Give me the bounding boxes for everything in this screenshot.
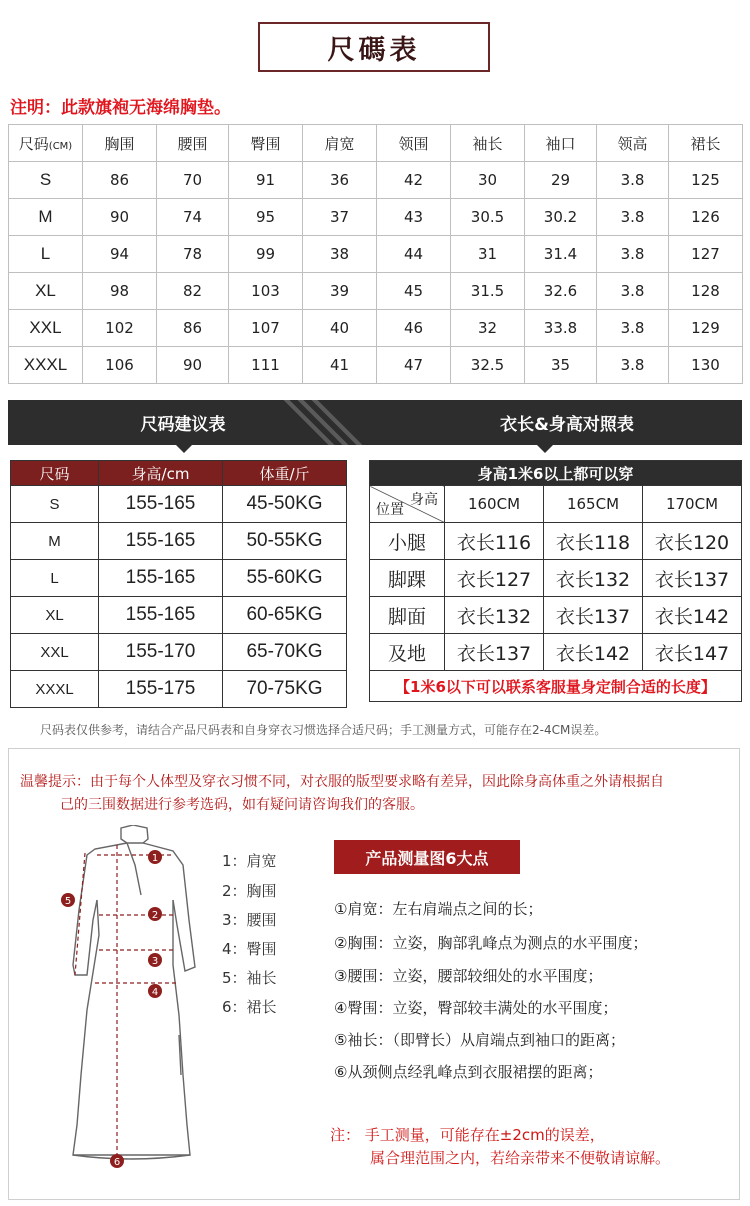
measurement-point: ①肩宽：左右肩端点之间的长； [334, 900, 543, 918]
table-cell: 3.8 [597, 310, 669, 347]
table-cell: 31 [451, 236, 525, 273]
measurement-point: ⑤袖长：（即臂长）从肩端点到袖口的距离； [334, 1031, 625, 1049]
table-cell: 3.8 [597, 273, 669, 310]
tip-text-continued: 己的三围数据进行参考选码，如有疑问请咨询我们的客服。 [60, 797, 424, 813]
table-cell: 128 [669, 273, 743, 310]
position-cell: 及地 [370, 634, 445, 671]
page-title: 尺碼表 [327, 34, 421, 66]
length-height-table [369, 460, 742, 702]
table-cell: 90 [157, 347, 229, 384]
table-cell: 43 [377, 199, 451, 236]
table-cell: 86 [157, 310, 229, 347]
height-cell: 155-170 [99, 634, 223, 671]
size-cell: XXXL [9, 347, 83, 384]
weight-cell: 65-70KG [223, 634, 347, 671]
header-cell: 臀围 [229, 125, 303, 162]
header-cell: 165CM [544, 486, 643, 523]
legend-item: 1：肩宽 [222, 852, 277, 870]
size-cell: XL [9, 273, 83, 310]
recommend-header [11, 461, 347, 486]
table-row [9, 236, 743, 273]
position-cell: 脚踝 [370, 560, 445, 597]
table-cell: 44 [377, 236, 451, 273]
table-cell: 82 [157, 273, 229, 310]
table-cell: 78 [157, 236, 229, 273]
header-cell: 160CM [445, 486, 544, 523]
header-cell: 胸围 [83, 125, 157, 162]
measurement-point: ②胸围：立姿，胸部乳峰点为测点的水平围度； [334, 934, 648, 952]
table-cell: 30.2 [525, 199, 597, 236]
size-cell: L [9, 236, 83, 273]
weight-cell: 45-50KG [223, 486, 347, 523]
disclaimer-text: 尺码表仅供参考，请结合产品尺码表和自身穿衣习惯选择合适尺码；手工测量方式，可能存在2-4CM误差。 [40, 723, 607, 737]
table-cell: 32 [451, 310, 525, 347]
position-cell: 小腿 [370, 523, 445, 560]
size-cell: L [11, 560, 99, 597]
svg-text:6: 6 [113, 1157, 121, 1168]
length-title: 衣长&身高对照表 [500, 415, 634, 435]
table-cell: 70 [157, 162, 229, 199]
table-cell: 47 [377, 347, 451, 384]
measurement-point: ④臀围：立姿，臀部较丰满处的水平围度； [334, 999, 618, 1017]
table-cell: 衣长137 [643, 560, 742, 597]
table-row [9, 162, 743, 199]
padding-note: 注明：此款旗袍无海绵胸垫。 [10, 98, 231, 118]
table-cell: 129 [669, 310, 743, 347]
size-cell: S [9, 162, 83, 199]
table-cell: 3.8 [597, 162, 669, 199]
size-cell: M [11, 523, 99, 560]
length-header-row [370, 486, 742, 523]
table-cell: 31.5 [451, 273, 525, 310]
qipao-outline [73, 825, 195, 1159]
table-row [9, 273, 743, 310]
table-cell: 衣长132 [544, 560, 643, 597]
size-table [8, 124, 743, 384]
table-cell: 衣长137 [445, 634, 544, 671]
table-cell: 衣长142 [544, 634, 643, 671]
custom-length-note: 【1米6以下可以联系客服量身定制合适的长度】 [370, 671, 742, 702]
svg-text:3: 3 [151, 956, 159, 967]
table-cell: 衣长116 [445, 523, 544, 560]
table-cell: 衣长120 [643, 523, 742, 560]
table-cell: 31.4 [525, 236, 597, 273]
table-cell: 102 [83, 310, 157, 347]
error-footnote: 注： 手工测量，可能存在±2cm的误差， [330, 1126, 605, 1144]
table-cell: 衣长142 [643, 597, 742, 634]
table-cell: 111 [229, 347, 303, 384]
legend-item: 5：袖长 [222, 969, 277, 987]
size-cell: XL [11, 597, 99, 634]
table-cell: 32.5 [451, 347, 525, 384]
size-cell: XXL [11, 634, 99, 671]
length-footer-row [370, 671, 742, 702]
length-caption: 身高1米6以上都可以穿 [370, 461, 742, 486]
table-row [370, 560, 742, 597]
header-cell: 袖长 [451, 125, 525, 162]
table-cell: 94 [83, 236, 157, 273]
table-row [11, 634, 347, 671]
svg-text:2: 2 [151, 910, 159, 921]
table-cell: 3.8 [597, 347, 669, 384]
table-cell: 127 [669, 236, 743, 273]
table-cell: 90 [83, 199, 157, 236]
height-cell: 155-175 [99, 671, 223, 708]
table-cell: 40 [303, 310, 377, 347]
height-cell: 155-165 [99, 523, 223, 560]
recommend-title: 尺码建议表 [140, 415, 226, 435]
header-cell: 裙长 [669, 125, 743, 162]
corner-cell [370, 486, 445, 523]
table-cell: 35 [525, 347, 597, 384]
table-cell: 衣长127 [445, 560, 544, 597]
header-cell: 170CM [643, 486, 742, 523]
header-cell: 领围 [377, 125, 451, 162]
legend-item: 3：腰围 [222, 911, 277, 929]
weight-cell: 50-55KG [223, 523, 347, 560]
table-cell: 衣长132 [445, 597, 544, 634]
corner-height-label: 身高 [410, 492, 438, 508]
header-cell: 腰围 [157, 125, 229, 162]
svg-text:1: 1 [151, 853, 159, 864]
measure-guides [75, 845, 177, 1160]
error-footnote-continued: 属合理范围之内，若给亲带来不便敬请谅解。 [370, 1149, 671, 1167]
height-cell: 155-165 [99, 560, 223, 597]
table-row [9, 199, 743, 236]
weight-cell: 60-65KG [223, 597, 347, 634]
legend-item: 2：胸围 [222, 882, 277, 900]
size-cell: S [11, 486, 99, 523]
table-cell: 衣长137 [544, 597, 643, 634]
header-size: 尺码(CM) [9, 125, 83, 162]
table-row [11, 671, 347, 708]
pointer-triangle [176, 445, 192, 453]
size-recommend-table [10, 460, 347, 708]
header-cell: 袖口 [525, 125, 597, 162]
table-cell: 3.8 [597, 199, 669, 236]
table-cell: 32.6 [525, 273, 597, 310]
table-cell: 45 [377, 273, 451, 310]
legend-item: 6：裙长 [222, 998, 277, 1016]
table-cell: 30 [451, 162, 525, 199]
table-cell: 29 [525, 162, 597, 199]
position-cell: 脚面 [370, 597, 445, 634]
table-cell: 107 [229, 310, 303, 347]
section-header-bar [8, 400, 742, 445]
table-row [11, 486, 347, 523]
table-cell: 38 [303, 236, 377, 273]
table-cell: 74 [157, 199, 229, 236]
table-cell: 衣长147 [643, 634, 742, 671]
height-cell: 155-165 [99, 486, 223, 523]
svg-text:4: 4 [151, 987, 159, 998]
table-cell: 46 [377, 310, 451, 347]
size-cell: XXL [9, 310, 83, 347]
title-box [258, 22, 490, 72]
measurement-point: ⑥从颈侧点经乳峰点到衣服裙摆的距离； [334, 1063, 603, 1081]
table-cell: 86 [83, 162, 157, 199]
table-cell: 33.8 [525, 310, 597, 347]
measurement-points-tag: 产品测量图6大点 [334, 840, 520, 874]
table-cell: 91 [229, 162, 303, 199]
table-row [9, 347, 743, 384]
length-caption-row [370, 461, 742, 486]
table-cell: 衣长118 [544, 523, 643, 560]
table-cell: 126 [669, 199, 743, 236]
legend-item: 4：臀围 [222, 940, 277, 958]
pointer-triangle [537, 445, 553, 453]
table-cell: 130 [669, 347, 743, 384]
table-cell: 106 [83, 347, 157, 384]
table-row [370, 597, 742, 634]
weight-cell: 70-75KG [223, 671, 347, 708]
qipao-illustration [55, 825, 220, 1170]
measure-markers [61, 850, 162, 1168]
table-cell: 103 [229, 273, 303, 310]
table-row [11, 523, 347, 560]
table-cell: 42 [377, 162, 451, 199]
header-cell: 肩宽 [303, 125, 377, 162]
size-cell: M [9, 199, 83, 236]
table-cell: 39 [303, 273, 377, 310]
header-cell: 身高/cm [99, 461, 223, 486]
table-row [11, 560, 347, 597]
table-row [9, 310, 743, 347]
height-cell: 155-165 [99, 597, 223, 634]
svg-text:5: 5 [64, 896, 72, 907]
size-cell: XXXL [11, 671, 99, 708]
table-cell: 36 [303, 162, 377, 199]
header-cell: 尺码 [11, 461, 99, 486]
table-cell: 95 [229, 199, 303, 236]
table-cell: 37 [303, 199, 377, 236]
marker-labels [65, 853, 158, 1168]
table-row [11, 597, 347, 634]
table-cell: 41 [303, 347, 377, 384]
table-cell: 99 [229, 236, 303, 273]
table-row [370, 634, 742, 671]
weight-cell: 55-60KG [223, 560, 347, 597]
table-row [370, 523, 742, 560]
tip-text: 温馨提示：由于每个人体型及穿衣习惯不同，对衣服的版型要求略有差异，因此除身高体重之外请根据自 [20, 774, 664, 790]
size-table-header [9, 125, 743, 162]
corner-position-label: 位置 [376, 502, 404, 518]
measurement-point: ③腰围：立姿，腰部较细处的水平围度； [334, 967, 603, 985]
table-cell: 3.8 [597, 236, 669, 273]
table-cell: 125 [669, 162, 743, 199]
table-cell: 98 [83, 273, 157, 310]
header-cell: 体重/斤 [223, 461, 347, 486]
table-cell: 30.5 [451, 199, 525, 236]
header-cell: 领高 [597, 125, 669, 162]
